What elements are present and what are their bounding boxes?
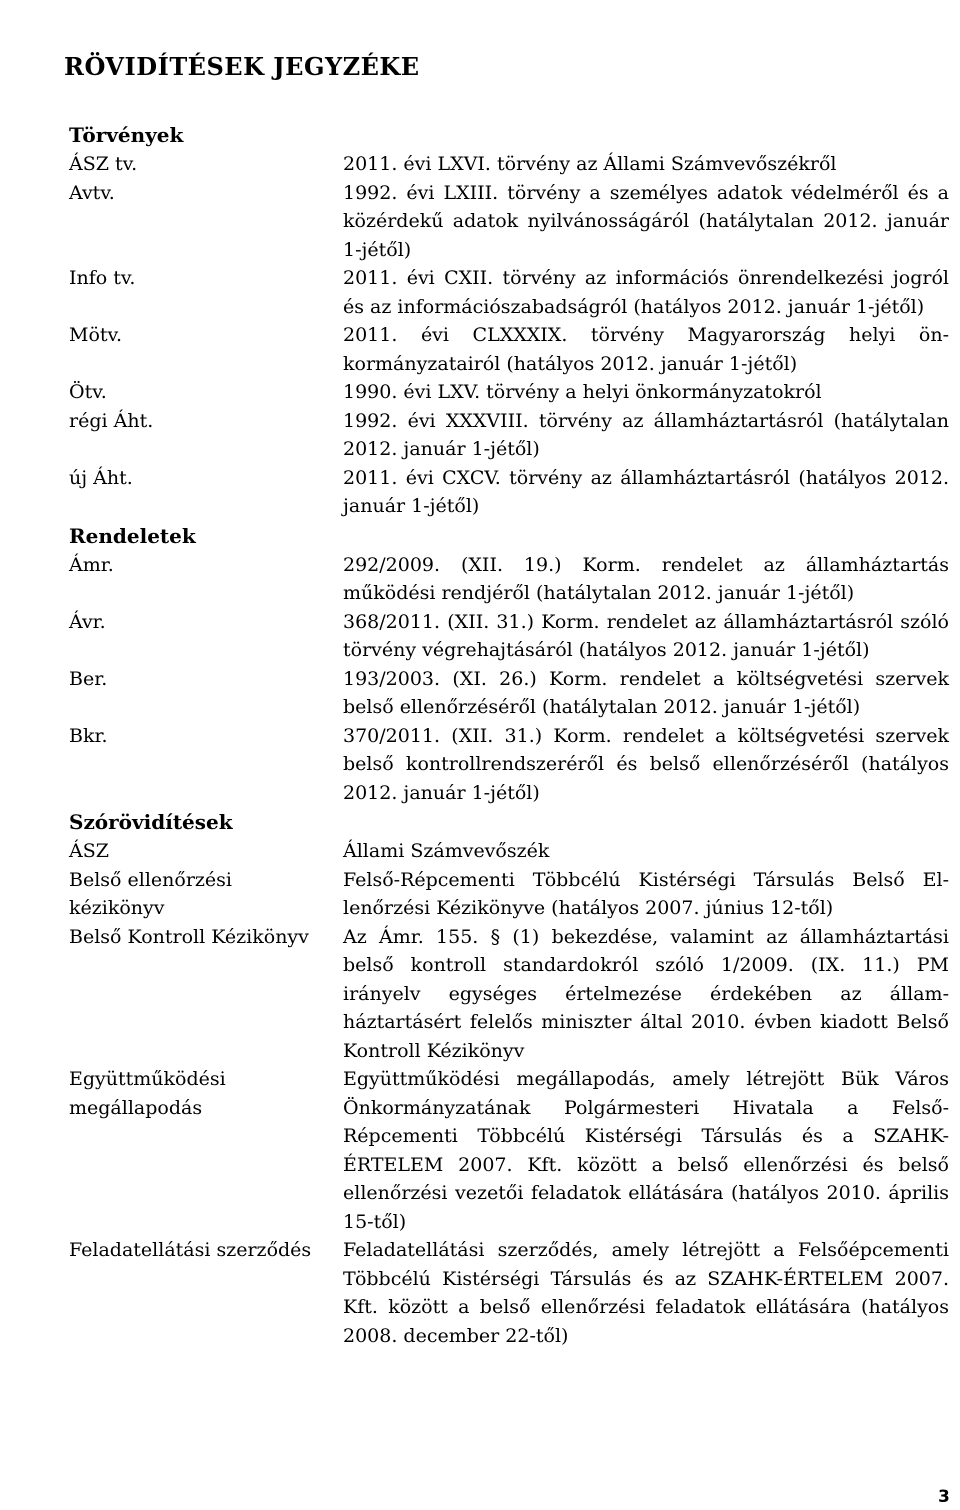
abbreviation-term: régi Áht. — [69, 409, 154, 432]
abbreviation-definition: Felső-Répcementi Többcélú Kistérségi Társulás Belső Ellenőrzési Kézikönyve (hatályos 2007. június 12-től) — [343, 868, 949, 919]
abbreviation-definition: Együttműködési megállapodás, amely létrejött Bük Város Önkormányzatának Polgármesteri Hivatala a Felső-Répcementi Többcélú Kistérségi Társulás és a SZAHK-ÉRTELEM 2007. Kft. között a belső ellenőrzési és belső ellenőrzési vezetői feladatok ellátására (hatályos 2010. április 15-től) — [343, 1068, 949, 1233]
section-heading: Törvények — [69, 123, 184, 147]
list-item — [69, 551, 949, 608]
list-item — [69, 608, 949, 665]
abbreviation-definition: 370/2011. (XII. 31.) Korm. rendelet a költségvetési szervek belső kontrollrendszeréről és belső ellenőrzéséről (hatályos 2012. január 1-jétől) — [343, 724, 949, 804]
abbreviation-definition: 2011. évi LXVI. törvény az Állami Számvevőszékről — [343, 153, 837, 175]
abbreviation-term: Ötv. — [69, 381, 107, 403]
list-item — [69, 1236, 949, 1350]
abbreviation-definition: 368/2011. (XII. 31.) Korm. rendelet az államháztartásról szóló törvény végrehajtásáról (hatályos 2012. január 1-jétől) — [343, 610, 949, 661]
list-item — [69, 923, 949, 1066]
section-decrees — [69, 521, 949, 808]
list-item — [69, 665, 949, 722]
list-item — [69, 378, 949, 407]
section-laws — [69, 120, 949, 521]
list-item — [69, 150, 949, 179]
section-heading: Rendeletek — [69, 523, 196, 548]
abbreviation-term: Bkr. — [69, 724, 108, 747]
abbreviation-term: Feladatellátási szerződés — [69, 1239, 312, 1261]
abbreviation-term: Ávr. — [69, 610, 106, 633]
abbreviation-term: új Áht. — [69, 466, 133, 489]
abbreviation-definition: Feladatellátási szerződés, amely létrejött a Felsőépcementi Többcélú Kistérségi Társulás és az SZAHK-ÉRTELEM 2007. Kft. között a belső ellenőrzési feladatok ellátására (hatályos 2008. december 22-től) — [343, 1239, 949, 1347]
abbreviation-term: ÁSZ tv. — [69, 153, 138, 175]
list-item — [69, 464, 949, 521]
abbreviation-term: Ber. — [69, 667, 108, 690]
abbreviation-term: Belső Kontroll Kézikönyv — [69, 925, 309, 948]
list-item — [69, 1065, 949, 1236]
abbreviation-definition: 292/2009. (XII. 19.) Korm. rendelet az államháztartás működési rendjéről (hatálytalan 2012. január 1-jétől) — [343, 553, 949, 604]
list-item — [69, 837, 949, 866]
abbreviation-term: Ámr. — [69, 553, 114, 576]
abbreviation-definition: 1990. évi LXV. törvény a helyi önkormányzatokról — [343, 381, 822, 403]
list-item — [69, 866, 949, 923]
abbreviation-list — [69, 120, 949, 1350]
list-item — [69, 407, 949, 464]
abbreviation-term: Belső ellenőrzési kézikönyv — [69, 868, 232, 919]
abbreviation-definition: 2011. évi CXCV. törvény az államháztartásról (hatályos 2012. január 1-jétől) — [343, 466, 949, 517]
list-item — [69, 722, 949, 808]
list-item — [69, 321, 949, 378]
abbreviation-term: Avtv. — [69, 181, 115, 204]
section-word-abbreviations — [69, 807, 949, 1350]
abbreviation-term: Info tv. — [69, 267, 136, 289]
abbreviation-term: ÁSZ — [69, 840, 109, 862]
abbreviation-definition: 2011. évi CLXXXIX. törvény Magyarország helyi önkormányzatairól (hatályos 2012. január 1-jétől) — [343, 324, 949, 375]
abbreviation-definition: 1992. évi LXIII. törvény a személyes adatok védelméről és a közérdekű adatok nyilvánosságáról (hatálytalan 2012. január 1-jétől) — [343, 181, 949, 261]
abbreviation-definition: Az Ámr. 155. § (1) bekezdése, valamint az államháztartási belső kontroll standardokról szóló 1/2009. (IX. 11.) PM irányelv egységes értelmezése érdekében az államháztartásért felelős miniszter által 2010. évben kiadott Belső Kontroll Kézikönyv — [343, 925, 949, 1062]
list-item — [69, 264, 949, 321]
list-item — [69, 179, 949, 265]
page-title: RÖVIDÍTÉSEK JEGYZÉKE — [64, 52, 420, 81]
section-heading: Szórövidítések — [69, 810, 233, 834]
page-number: 3 — [938, 1487, 950, 1507]
abbreviation-definition: 193/2003. (XI. 26.) Korm. rendelet a költségvetési szervek belső ellenőrzéséről (hatálytalan 2012. január 1-jétől) — [343, 667, 949, 718]
abbreviation-definition: 1992. évi XXXVIII. törvény az államháztartásról (hatálytalan 2012. január 1-jétől) — [343, 409, 949, 460]
abbreviation-term: Mötv. — [69, 324, 123, 346]
abbreviation-term: Együttműködési megállapodás — [69, 1068, 226, 1119]
abbreviation-definition: 2011. évi CXII. törvény az információs önrendelkezési jogról és az információszabadságról (hatályos 2012. január 1-jétől) — [343, 267, 949, 318]
abbreviation-definition: Állami Számvevőszék — [343, 840, 550, 862]
